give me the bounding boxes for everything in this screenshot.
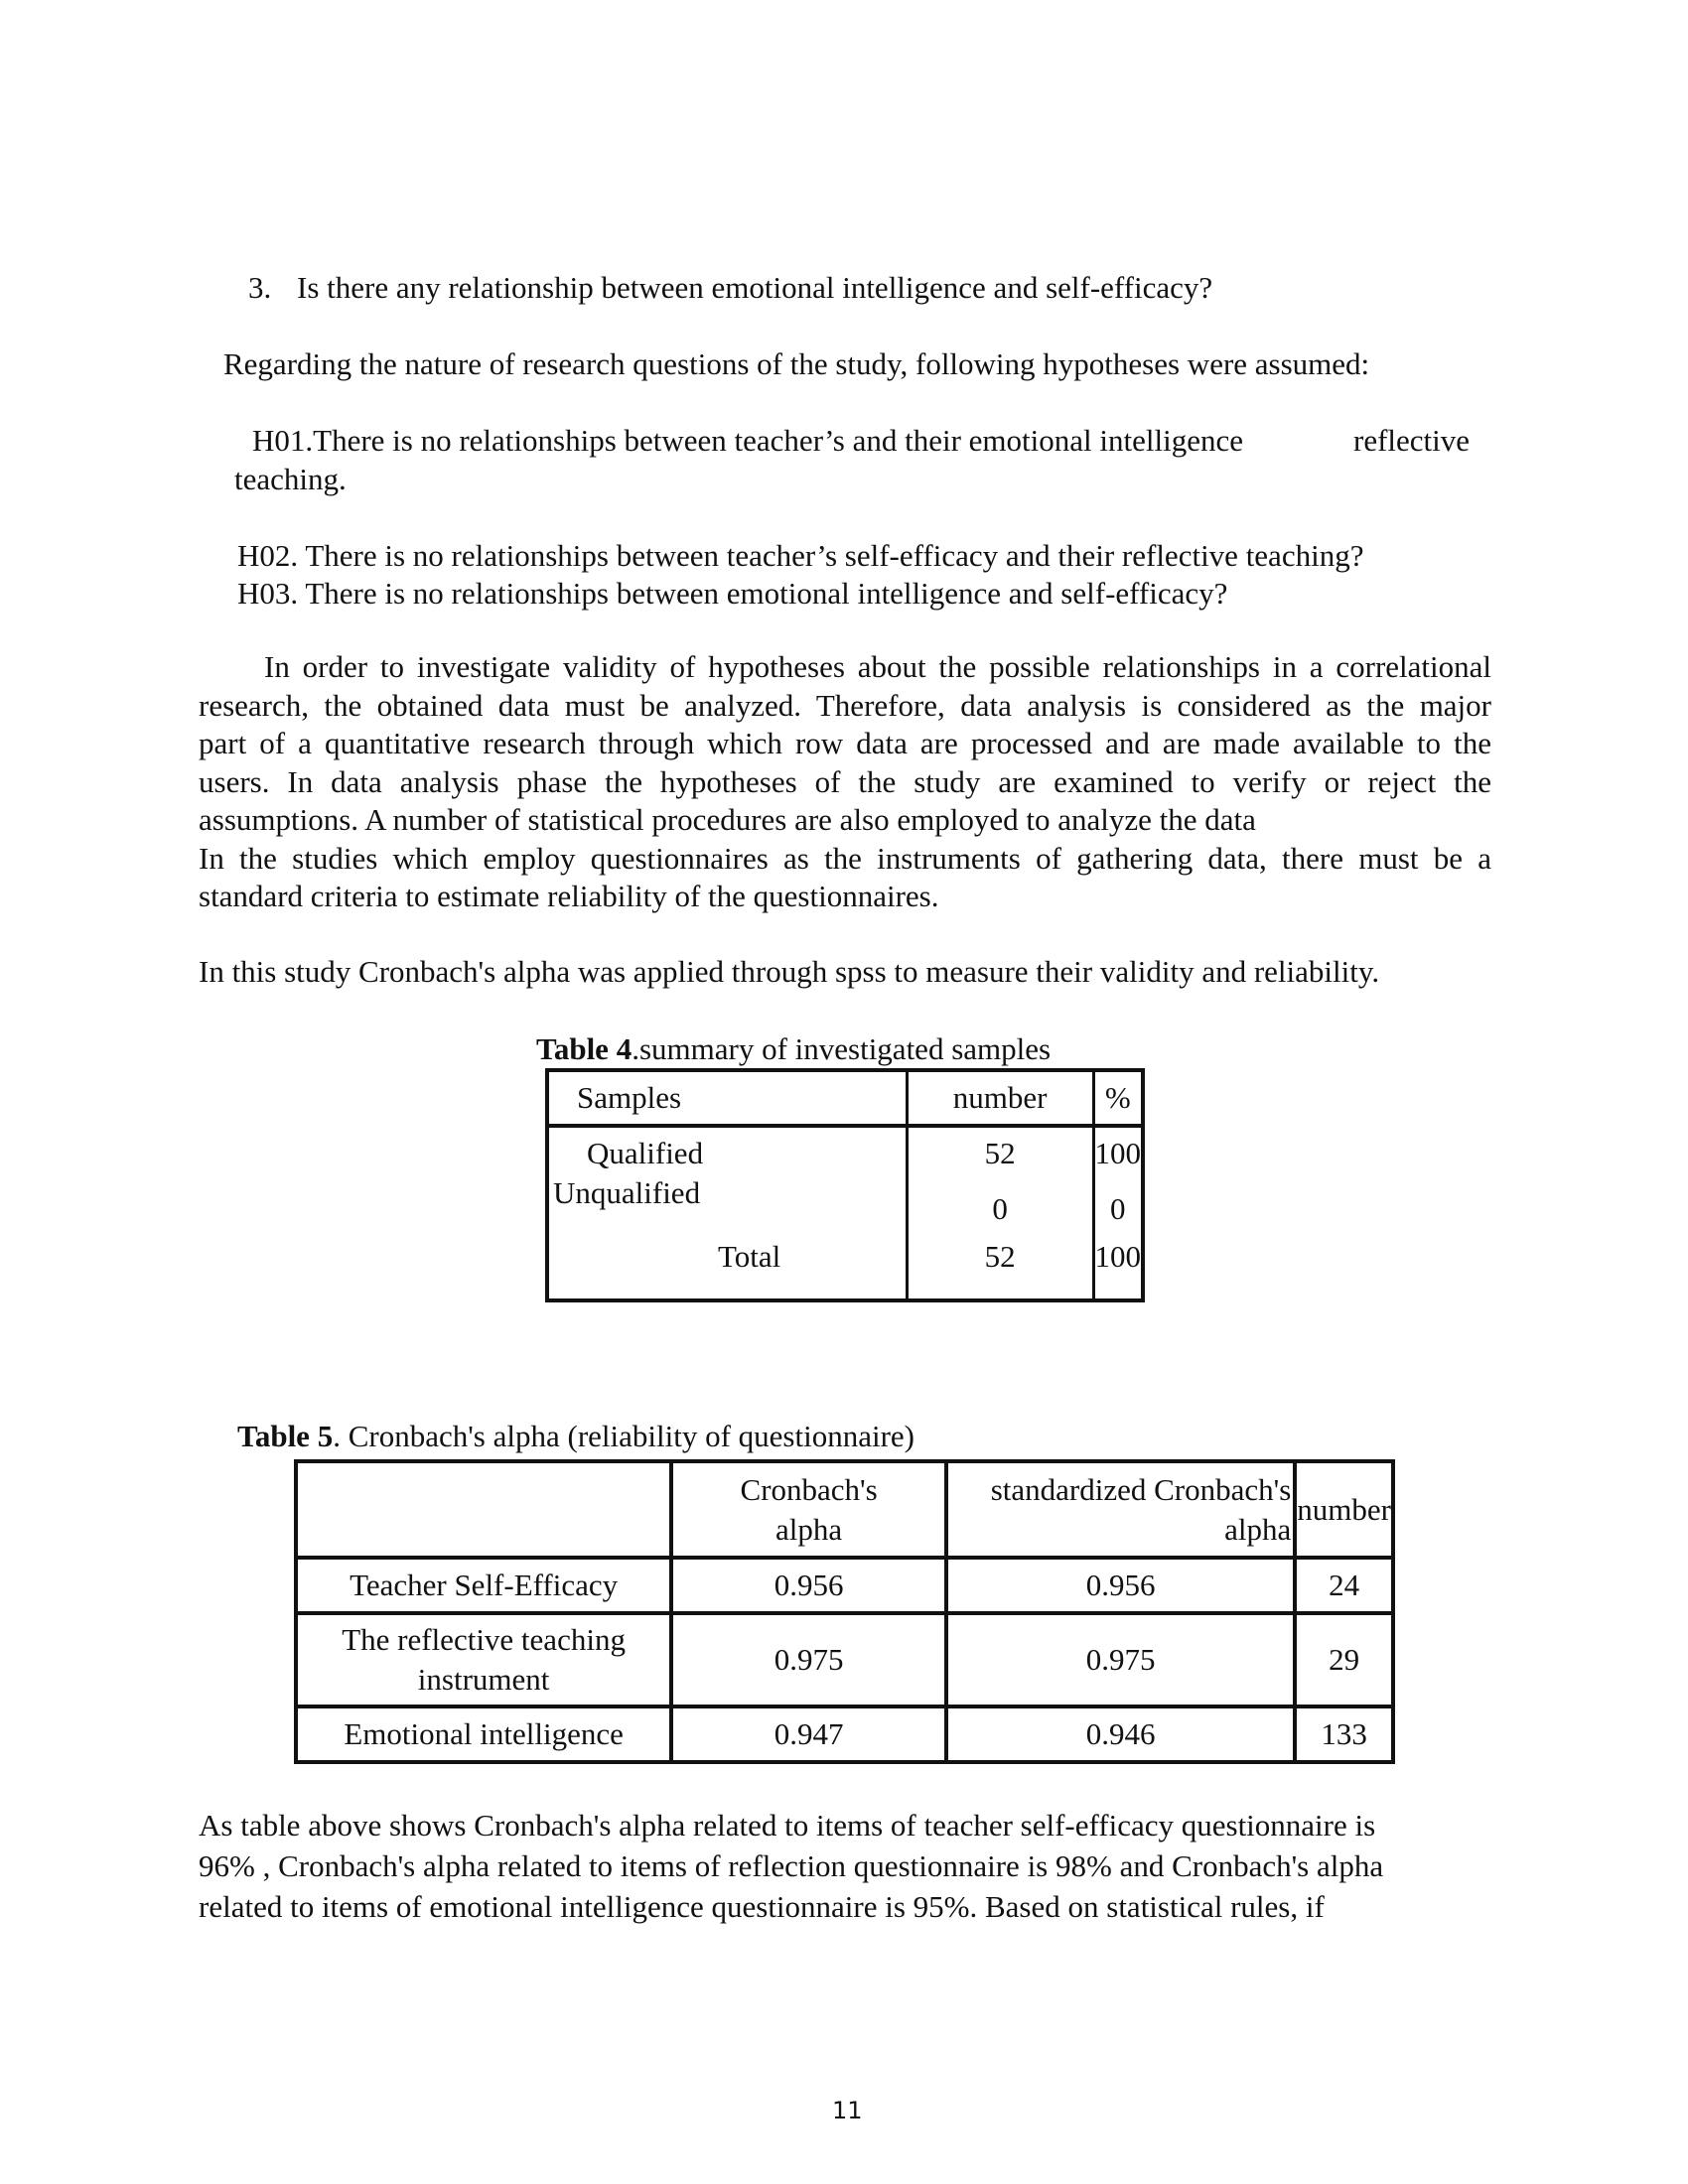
cell-alpha: 0.956: [671, 1558, 946, 1613]
text-line: 96% , Cronbach's alpha related to items of reflection questionnaire is 98% and Cronbach's alpha: [199, 1848, 1384, 1883]
caption-label: Table 5: [237, 1419, 334, 1453]
row-label: The reflective teaching instrument: [296, 1613, 671, 1706]
hypothesis-h01-end: reflective: [1353, 423, 1471, 458]
cell-std-alpha: 0.946: [946, 1706, 1295, 1762]
header-alpha: Cronbach's alpha: [671, 1461, 946, 1558]
table-cronbach-alpha: [294, 1459, 1395, 1764]
cell-number: 29: [1295, 1613, 1393, 1706]
question-text: Is there any relationship between emotional intelligence and self-efficacy?: [297, 270, 1213, 305]
table-row: [296, 1613, 1393, 1706]
text-line: As table above shows Cronbach's alpha related to items of teacher self-efficacy questionnaire is: [199, 1808, 1376, 1843]
row-label: Qualified: [587, 1136, 704, 1170]
sample-labels: [547, 1126, 907, 1300]
results-paragraph: [199, 1805, 1383, 1927]
number-values: [907, 1126, 1093, 1300]
table-row: [296, 1706, 1393, 1762]
text-line: research, the obtained data must be analyzed. Therefore, data analysis is considered as the major: [199, 687, 1491, 723]
hypothesis-h01: H01.There is no relationships between teacher’s and their emotional intelligence: [252, 423, 1243, 458]
text-line: In order to investigate validity of hypotheses about the possible relationships in a correlational: [264, 649, 1491, 684]
cell-number: 133: [1295, 1706, 1393, 1762]
text-line: part of a quantitative research through which row data are processed and are made available to the: [199, 726, 1491, 760]
cell-value: 0: [992, 1191, 1008, 1226]
table-row: [296, 1558, 1393, 1613]
text-line: In the studies which employ questionnaires as the instruments of gathering data, there must be a: [199, 840, 1491, 876]
research-question-3: [248, 270, 1212, 306]
cell-number: 24: [1295, 1558, 1393, 1613]
cell-value: 0: [1110, 1191, 1126, 1226]
row-label: Teacher Self-Efficacy: [296, 1558, 671, 1613]
header-number: number: [1295, 1461, 1393, 1558]
table4-caption: [536, 1031, 1051, 1067]
header-empty: [296, 1461, 671, 1558]
table5-caption: [237, 1419, 914, 1454]
cell-value: 52: [984, 1136, 1016, 1170]
caption-label: Table 4: [536, 1031, 633, 1066]
text-line: related to items of emotional intelligence questionnaire is 95%. Based on statistical rules, if: [199, 1889, 1325, 1924]
cell-value: 100: [1094, 1239, 1141, 1274]
cell-value: 100: [1094, 1136, 1141, 1170]
cell-std-alpha: 0.956: [946, 1558, 1295, 1613]
analysis-paragraph: [199, 648, 1491, 916]
table-header-row: [547, 1070, 1143, 1126]
hypotheses-intro: Regarding the nature of research questions of the study, following hypotheses were assumed:: [223, 346, 1370, 381]
page-number: 11: [832, 2097, 863, 2124]
row-label: Total: [718, 1239, 781, 1274]
cell-std-alpha: 0.975: [946, 1613, 1295, 1706]
cell-value: 52: [984, 1239, 1016, 1274]
list-number: 3.: [248, 270, 272, 305]
cronbach-paragraph: In this study Cronbach's alpha was applied through spss to measure their validity and reliability.: [199, 954, 1380, 989]
row-label: Unqualified: [553, 1175, 701, 1210]
text-line: assumptions. A number of statistical procedures are also employed to analyze the data: [199, 802, 1256, 837]
table-samples: [545, 1068, 1145, 1302]
text-line: standard criteria to estimate reliability of the questionnaires.: [199, 879, 939, 913]
table-header-row: [296, 1461, 1393, 1558]
percent-values: [1093, 1126, 1143, 1300]
header-samples: Samples: [547, 1070, 907, 1126]
cell-alpha: 0.975: [671, 1613, 946, 1706]
cell-alpha: 0.947: [671, 1706, 946, 1762]
caption-text: .summary of investigated samples: [632, 1031, 1052, 1066]
header-number: number: [907, 1070, 1093, 1126]
hypothesis-h01-cont: teaching.: [234, 462, 347, 496]
table-row: [547, 1126, 1143, 1300]
header-std-alpha: standardized Cronbach's alpha: [946, 1461, 1295, 1558]
row-label: Emotional intelligence: [296, 1706, 671, 1762]
hypothesis-h02: H02. There is no relationships between teacher’s self-efficacy and their reflective teaching?: [237, 538, 1364, 573]
text-line: users. In data analysis phase the hypotheses of the study are examined to verify or reject the: [199, 763, 1491, 799]
caption-text: . Cronbach's alpha (reliability of questionnaire): [333, 1419, 914, 1453]
header-percent: %: [1093, 1070, 1143, 1126]
hypothesis-h03: H03. There is no relationships between emotional intelligence and self-efficacy?: [237, 576, 1228, 611]
